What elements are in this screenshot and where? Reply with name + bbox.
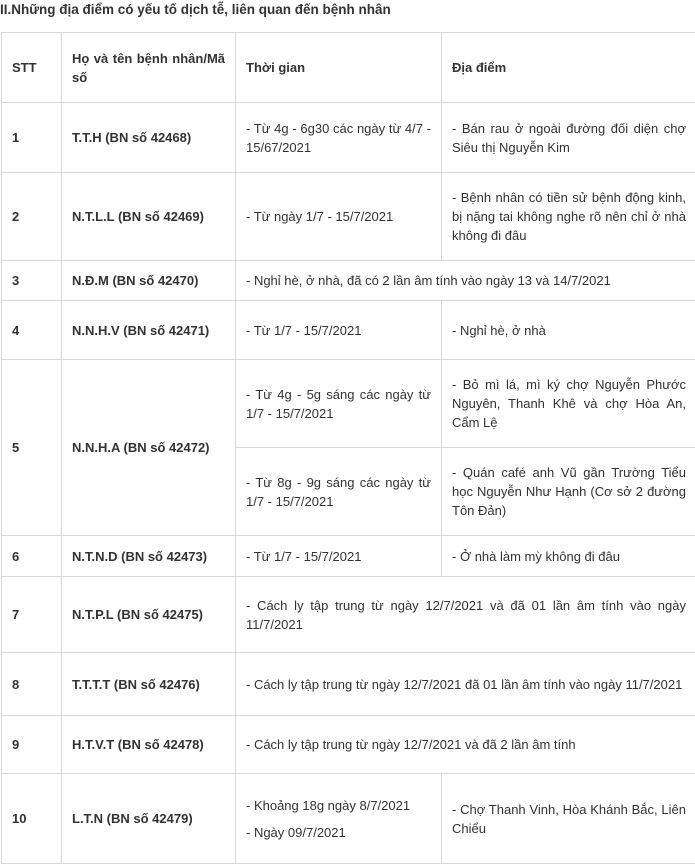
row-stt: 10 (2, 774, 62, 864)
row-place: - Bán rau ở ngoài đường đối diện chợ Siêu thị Nguyễn Kim (442, 103, 695, 173)
table-row (2, 173, 695, 261)
row-patient: N.T.L.L (BN số 42469) (62, 173, 236, 261)
row-place: - Chợ Thanh Vinh, Hòa Khánh Bắc, Liên Chiểu (442, 774, 695, 864)
row-merged-info: - Cách ly tập trung từ ngày 12/7/2021 đã 01 lần âm tính vào ngày 11/7/2021 (236, 653, 695, 716)
table-row (2, 774, 695, 864)
row-stt: 1 (2, 103, 62, 173)
row-time: - Từ ngày 1/7 - 15/7/2021 (236, 173, 442, 261)
row-patient: N.T.N.D (BN số 42473) (62, 536, 236, 577)
row-time: - Từ 8g - 9g sáng các ngày từ 1/7 - 15/7/2021 (236, 448, 442, 536)
row-time: - Từ 4g - 5g sáng các ngày từ 1/7 - 15/7/2021 (236, 360, 442, 448)
table-row (2, 653, 695, 716)
row-patient: N.N.H.V (BN số 42471) (62, 301, 236, 360)
row-stt: 9 (2, 716, 62, 774)
header-place: Địa điểm (442, 33, 695, 103)
table-row (2, 577, 695, 653)
row-place: - Bỏ mì lá, mì ký chợ Nguyễn Phước Nguyên, Thanh Khê và chợ Hòa An, Cẩm Lệ (442, 360, 695, 448)
row-merged-info: - Cách ly tập trung từ ngày 12/7/2021 và đã 2 lần âm tính (236, 716, 695, 774)
header-stt: STT (2, 33, 62, 103)
row-stt: 7 (2, 577, 62, 653)
row-time: - Khoảng 18g ngày 8/7/2021 (246, 796, 431, 815)
header-time: Thời gian (236, 33, 442, 103)
table-header-row (2, 33, 695, 103)
row-place: - Nghỉ hè, ở nhà (442, 301, 695, 360)
row-stt: 2 (2, 173, 62, 261)
row-patient: L.T.N (BN số 42479) (62, 774, 236, 864)
row-time: - Từ 4g - 6g30 các ngày từ 4/7 - 15/67/2021 (236, 103, 442, 173)
table-row (2, 301, 695, 360)
row-patient: N.Đ.M (BN số 42470) (62, 261, 236, 301)
row-place: - Bệnh nhân có tiền sử bệnh động kinh, bị nặng tai không nghe rõ nên chỉ ở nhà không đi đâu (442, 173, 695, 261)
row-patient: N.N.H.A (BN số 42472) (62, 360, 236, 536)
row-merged-info: - Nghỉ hè, ở nhà, đã có 2 lần âm tính vào ngày 13 và 14/7/2021 (236, 261, 695, 301)
row-stt: 4 (2, 301, 62, 360)
header-name: Họ và tên bệnh nhân/Mã số (62, 33, 236, 103)
row-stt: 8 (2, 653, 62, 716)
patient-locations-table (1, 32, 695, 864)
row-place: - Ở nhà làm mỳ không đi đâu (442, 536, 695, 577)
table-row (2, 360, 695, 448)
table-row (2, 536, 695, 577)
row-time: - Từ 1/7 - 15/7/2021 (236, 536, 442, 577)
table-row (2, 103, 695, 173)
row-time-cell (236, 774, 442, 864)
row-patient: T.T.T.T (BN số 42476) (62, 653, 236, 716)
line-gap (246, 815, 431, 823)
row-patient: T.T.H (BN số 42468) (62, 103, 236, 173)
table-row (2, 261, 695, 301)
row-stt: 6 (2, 536, 62, 577)
table-row (2, 716, 695, 774)
row-patient: N.T.P.L (BN số 42475) (62, 577, 236, 653)
row-stt: 3 (2, 261, 62, 301)
row-merged-info: - Cách ly tập trung từ ngày 12/7/2021 và đã 01 lần âm tính vào ngày 11/7/2021 (236, 577, 695, 653)
section-heading: II.Những địa điểm có yếu tố dịch tễ, liên quan đến bệnh nhân (0, 2, 391, 17)
row-patient: H.T.V.T (BN số 42478) (62, 716, 236, 774)
row-place: - Quán café anh Vũ gần Trường Tiểu học Nguyễn Như Hạnh (Cơ sở 2 đường Tôn Đản) (442, 448, 695, 536)
row-stt: 5 (2, 360, 62, 536)
row-time: - Ngày 09/7/2021 (246, 823, 431, 842)
row-time: - Từ 1/7 - 15/7/2021 (236, 301, 442, 360)
